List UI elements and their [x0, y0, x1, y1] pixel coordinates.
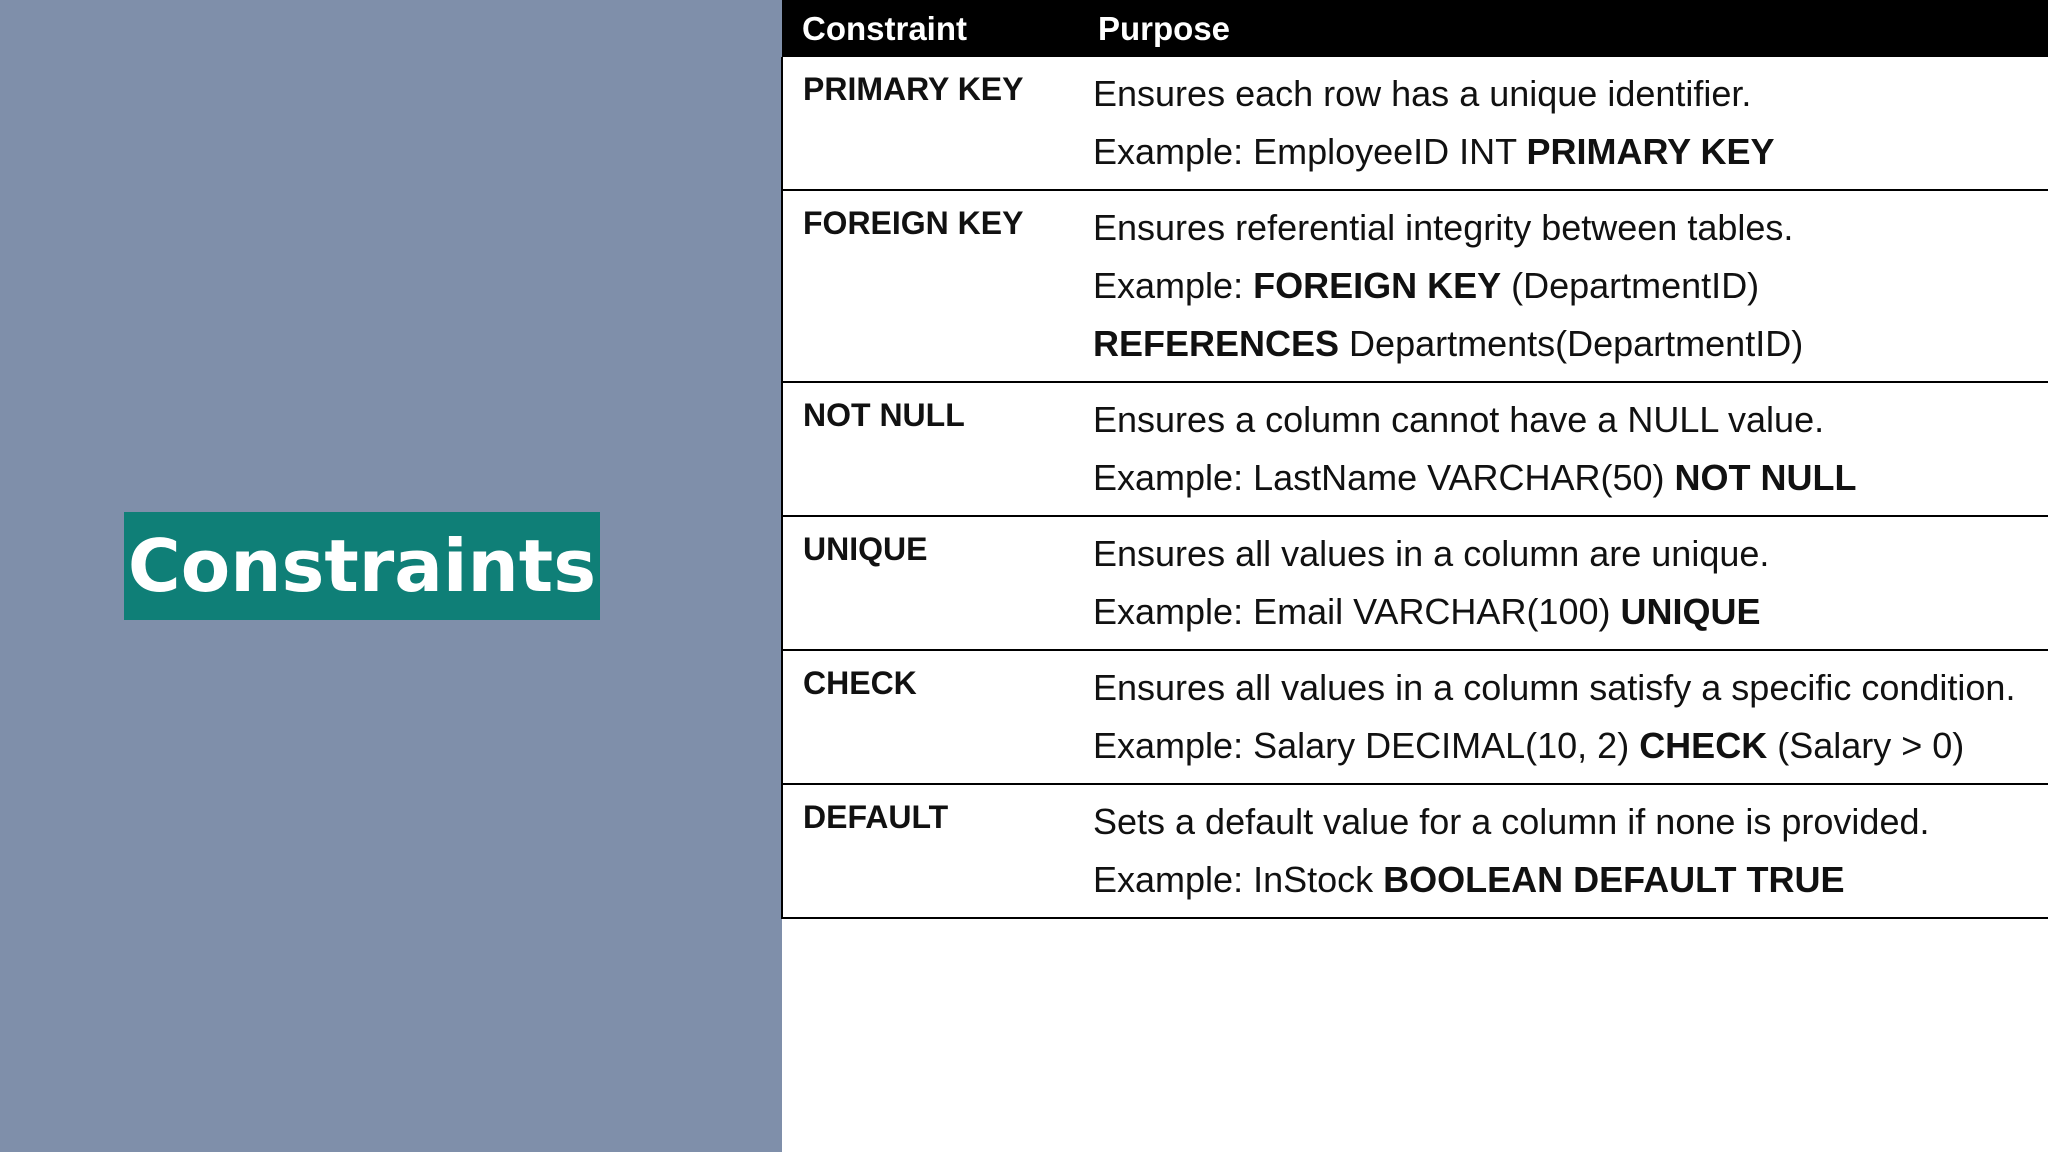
- purpose-example: [1093, 851, 2042, 909]
- purpose-example: [1093, 123, 2042, 181]
- example-text: Example: LastName VARCHAR(50): [1093, 457, 1675, 498]
- constraint-name: CHECK: [782, 650, 1078, 784]
- example-text: Departments(DepartmentID): [1339, 323, 1804, 364]
- example-keyword: NOT NULL: [1674, 457, 1857, 498]
- constraints-table: [781, 0, 2048, 919]
- example-text: Example: EmployeeID INT: [1093, 131, 1527, 172]
- table-row: [782, 190, 2048, 382]
- example-keyword: PRIMARY KEY: [1526, 131, 1775, 172]
- table-row: [782, 650, 2048, 784]
- example-text: (Salary > 0): [1767, 725, 1965, 766]
- purpose-example: [1093, 257, 2042, 315]
- left-panel: [0, 0, 782, 1152]
- example-keyword: BOOLEAN DEFAULT TRUE: [1383, 859, 1845, 900]
- constraint-name: PRIMARY KEY: [782, 57, 1078, 190]
- table-header-row: [782, 0, 2048, 57]
- example-text: Example: Salary DECIMAL(10, 2): [1093, 725, 1640, 766]
- header-purpose: Purpose: [1078, 0, 2048, 57]
- example-keyword: FOREIGN KEY: [1253, 265, 1502, 306]
- purpose-description: Ensures each row has a unique identifier.: [1093, 73, 1752, 114]
- example-text: Example:: [1093, 265, 1254, 306]
- purpose-description: Ensures all values in a column are unique.: [1093, 533, 1770, 574]
- constraint-name: FOREIGN KEY: [782, 190, 1078, 382]
- constraint-purpose: [1078, 190, 2048, 382]
- purpose-description: Sets a default value for a column if none is provided.: [1093, 801, 1930, 842]
- table-row: [782, 57, 2048, 190]
- example-text: (DepartmentID): [1501, 265, 1760, 306]
- table-row: [782, 382, 2048, 516]
- constraint-name: UNIQUE: [782, 516, 1078, 650]
- slide-title: Constraints: [127, 524, 597, 608]
- example-text: Example: InStock: [1093, 859, 1384, 900]
- title-badge: [124, 512, 600, 620]
- constraint-purpose: [1078, 382, 2048, 516]
- constraint-purpose: [1078, 650, 2048, 784]
- purpose-example: [1093, 449, 2042, 507]
- constraint-name: NOT NULL: [782, 382, 1078, 516]
- table-row: [782, 784, 2048, 918]
- purpose-example-continued: [1093, 315, 2042, 373]
- purpose-example: [1093, 583, 2042, 641]
- table-row: [782, 516, 2048, 650]
- purpose-description: Ensures referential integrity between tables.: [1093, 207, 1794, 248]
- purpose-example: [1093, 717, 2042, 775]
- example-text: Example: Email VARCHAR(100): [1093, 591, 1621, 632]
- example-keyword: CHECK: [1639, 725, 1768, 766]
- purpose-description: Ensures all values in a column satisfy a specific condition.: [1093, 667, 2016, 708]
- constraint-purpose: [1078, 784, 2048, 918]
- constraint-purpose: [1078, 516, 2048, 650]
- example-keyword: REFERENCES: [1093, 323, 1340, 364]
- purpose-description: Ensures a column cannot have a NULL value.: [1093, 399, 1825, 440]
- example-keyword: UNIQUE: [1620, 591, 1761, 632]
- header-constraint: Constraint: [782, 0, 1078, 57]
- constraint-name: DEFAULT: [782, 784, 1078, 918]
- constraint-purpose: [1078, 57, 2048, 190]
